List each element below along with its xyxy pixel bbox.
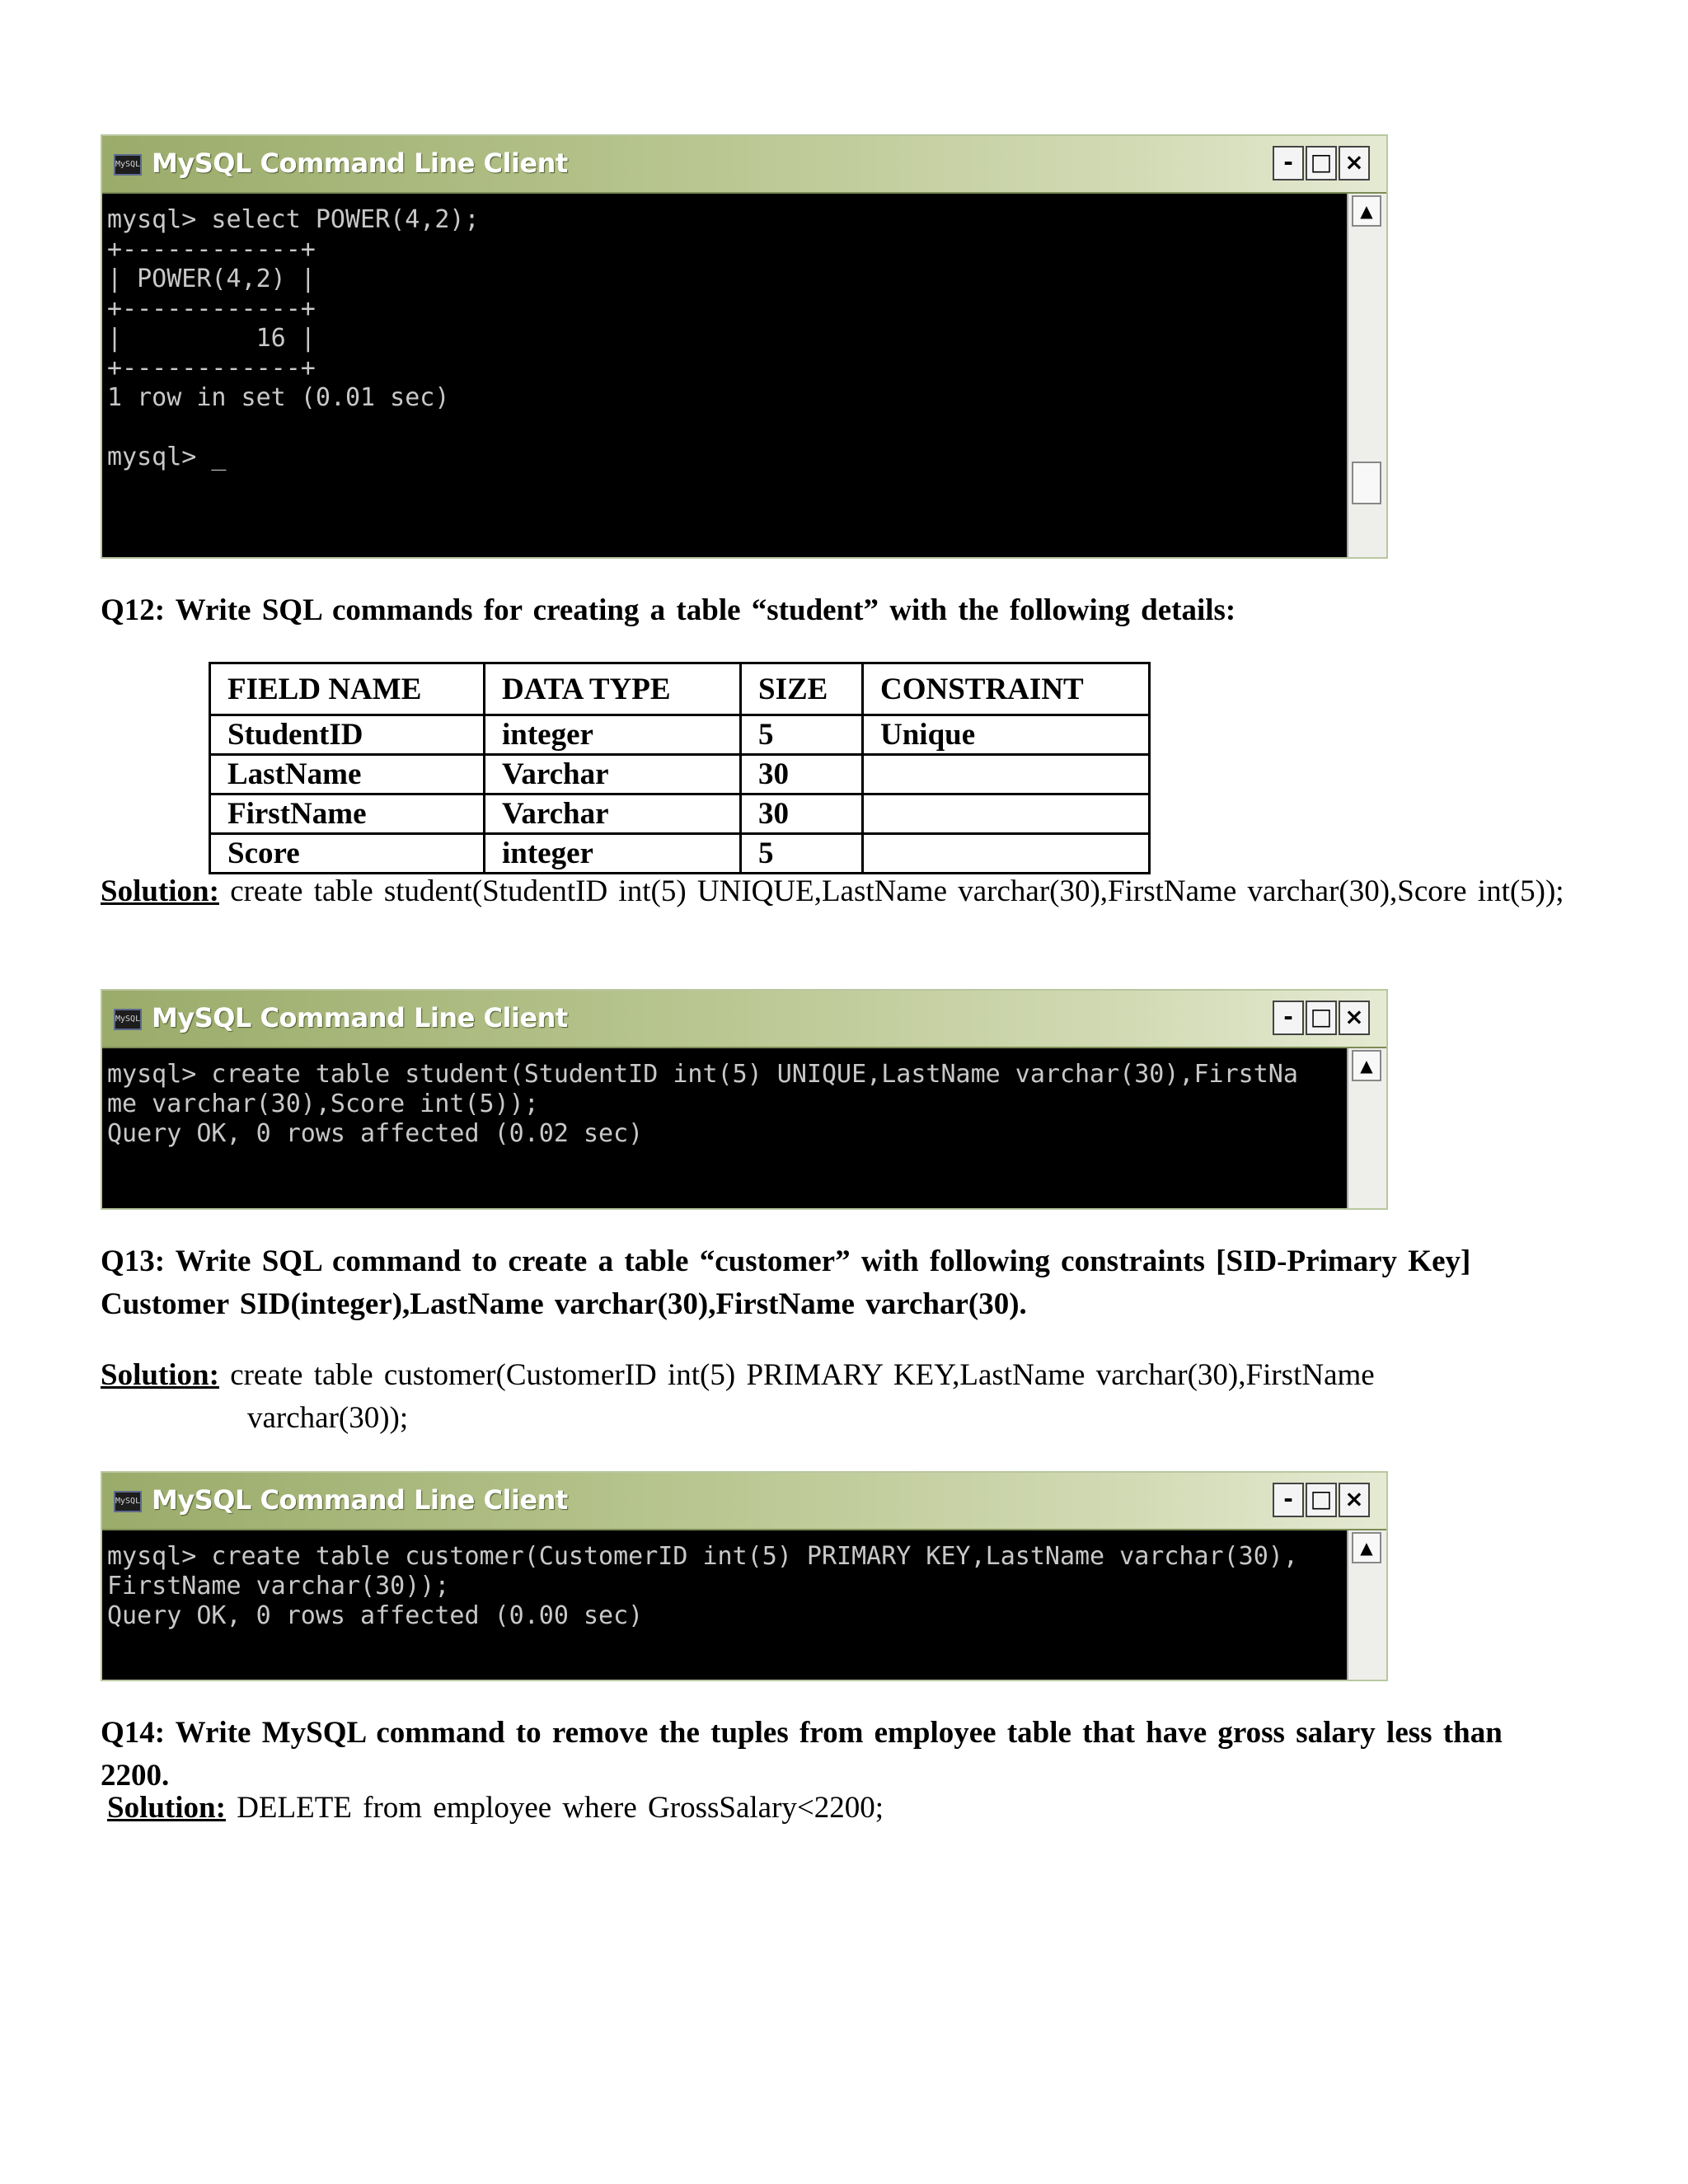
header-constraint: CONSTRAINT <box>863 663 1150 715</box>
table-cell: integer <box>485 715 741 755</box>
table-cell: integer <box>485 834 741 874</box>
table-cell: Varchar <box>485 755 741 794</box>
title-bar[interactable] <box>102 1473 1386 1530</box>
table-cell: StudentID <box>210 715 485 755</box>
table-row <box>210 755 1150 794</box>
maximize-button[interactable]: □ <box>1306 1001 1337 1035</box>
solution-text: create table student(StudentID int(5) UNIQUE,LastName varchar(30),FirstName varchar(30),Score int(5)); <box>230 874 1564 908</box>
close-button[interactable]: × <box>1339 1001 1370 1035</box>
minimize-button[interactable]: - <box>1273 1483 1304 1517</box>
table-cell <box>863 755 1150 794</box>
console-output[interactable] <box>102 1530 1347 1680</box>
mysql-window-3 <box>101 1471 1388 1681</box>
question-13-line-1: Q13: Write SQL command to create a table “customer” with following constraints [SID-Primary Key] <box>101 1244 1471 1278</box>
table-cell: 30 <box>741 755 863 794</box>
solution-14 <box>107 1787 1582 1830</box>
solution-text-line-1: create table customer(CustomerID int(5) PRIMARY KEY,LastName varchar(30),FirstName <box>230 1358 1375 1392</box>
console-output[interactable] <box>102 194 1347 557</box>
close-button[interactable]: × <box>1339 1483 1370 1517</box>
scroll-up-arrow-icon[interactable]: ▲ <box>1352 1532 1381 1563</box>
title-bar[interactable] <box>102 991 1386 1048</box>
close-button[interactable]: × <box>1339 146 1370 180</box>
scrollbar[interactable] <box>1347 1048 1386 1208</box>
scrollbar[interactable] <box>1347 194 1386 557</box>
table-row <box>210 794 1150 834</box>
window-title: MySQL Command Line Client <box>152 148 568 179</box>
question-12: Q12: Write SQL commands for creating a table “student” with the following details: <box>101 593 1236 627</box>
console-text: mysql> create table student(StudentID int(5) UNIQUE,LastName varchar(30),FirstNa me varchar(30),Score int(5)); Query OK, 0 rows affected (0.02 sec) <box>107 1060 1298 1148</box>
solution-text-line-2: varchar(30)); <box>247 1401 409 1435</box>
table-cell: Varchar <box>485 794 741 834</box>
solution-12 <box>101 870 1576 913</box>
solution-label: Solution: <box>107 1791 226 1825</box>
table-cell: Unique <box>863 715 1150 755</box>
maximize-button[interactable]: □ <box>1306 1483 1337 1517</box>
window-title: MySQL Command Line Client <box>152 1002 568 1033</box>
table-cell: FirstName <box>210 794 485 834</box>
table-row <box>210 834 1150 874</box>
table-cell: 5 <box>741 715 863 755</box>
scroll-up-arrow-icon[interactable]: ▲ <box>1352 1050 1381 1081</box>
table-cell: LastName <box>210 755 485 794</box>
question-13-line-2: Customer SID(integer),LastName varchar(30),FirstName varchar(30). <box>101 1287 1027 1321</box>
console-text: mysql> select POWER(4,2); +------------+ | POWER(4,2) | +------------+ | 16 | +------------+ 1 row in set (0.01 sec) mysql> _ <box>107 205 480 471</box>
solution-label: Solution: <box>101 874 219 908</box>
mysql-window-2 <box>101 989 1388 1210</box>
table-row <box>210 715 1150 755</box>
mysql-console-icon: MySQL <box>114 1491 142 1512</box>
table-cell: 5 <box>741 834 863 874</box>
console-output[interactable] <box>102 1048 1347 1208</box>
scroll-thumb[interactable] <box>1352 462 1381 504</box>
mysql-console-icon: MySQL <box>114 154 142 176</box>
minimize-button[interactable]: - <box>1273 146 1304 180</box>
table-cell <box>863 834 1150 874</box>
title-bar[interactable] <box>102 136 1386 194</box>
question-13 <box>101 1240 1576 1326</box>
question-14: Q14: Write MySQL command to remove the tuples from employee table that have gross salary less than 2200. <box>101 1716 1503 1793</box>
console-text: mysql> create table customer(CustomerID int(5) PRIMARY KEY,LastName varchar(30), FirstName varchar(30)); Query OK, 0 rows affected (0.00 sec) <box>107 1542 1298 1630</box>
table-cell: Score <box>210 834 485 874</box>
table-header-row <box>210 663 1150 715</box>
scroll-up-arrow-icon[interactable]: ▲ <box>1352 195 1381 227</box>
mysql-console-icon: MySQL <box>114 1009 142 1030</box>
header-data-type: DATA TYPE <box>485 663 741 715</box>
window-title: MySQL Command Line Client <box>152 1484 568 1516</box>
table-cell: 30 <box>741 794 863 834</box>
minimize-button[interactable]: - <box>1273 1001 1304 1035</box>
header-field-name: FIELD NAME <box>210 663 485 715</box>
solution-label: Solution: <box>101 1358 219 1392</box>
solution-13 <box>101 1354 1576 1440</box>
mysql-window-1 <box>101 134 1388 559</box>
student-table <box>209 662 1151 874</box>
scrollbar[interactable] <box>1347 1530 1386 1680</box>
table-cell <box>863 794 1150 834</box>
solution-text: DELETE from employee where GrossSalary<2200; <box>237 1791 884 1825</box>
header-size: SIZE <box>741 663 863 715</box>
maximize-button[interactable]: □ <box>1306 146 1337 180</box>
